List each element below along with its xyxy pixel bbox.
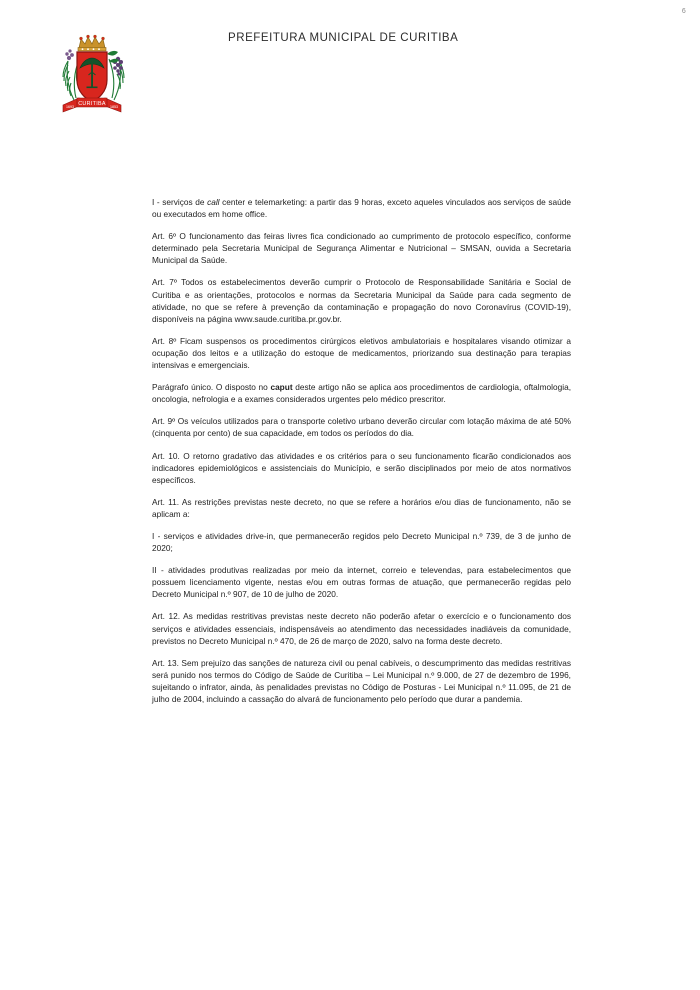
svg-text:1853: 1853 [110, 105, 118, 109]
text-run: caput [270, 382, 293, 393]
paragraph-art-13 [152, 657, 571, 705]
text-run: Art. 6º O funcionamento das feiras livres fica condicionado ao cumprimento de protocolo específico, conforme determinado pela Secretaria Municipal de Segurança Alimentar e Nutricional – SMSAN, ouvida a Secretaria Municipal da Saúde. [152, 231, 571, 266]
paragraph-art-6 [152, 230, 571, 266]
text-run: Art. 10. O retorno gradativo das atividades e os critérios para o seu funcionamento ficarão condicionados aos indicadores epidemiológicos e assistenciais do Município, e serão disciplinados por meio de atos normativos específicos. [152, 450, 571, 485]
text-run: center e telemarketing: a partir das 9 horas, exceto aqueles vinculados aos serviços de saúde ou executados em home office. [152, 197, 571, 220]
page-number: 6 [681, 8, 686, 15]
document-header [0, 22, 700, 114]
page-title: PREFEITURA MUNICIPAL DE CURITIBA [228, 32, 459, 44]
text-run: Art. 8º Ficam suspensos os procedimentos cirúrgicos eletivos ambulatoriais e hospitalares visando otimizar a ocupação dos leitos e a utilização do estoque de medicamentos, priorizando sua destinação para terapias intensivas e emergenciais. [152, 335, 571, 371]
paragraph-art-9 [152, 415, 571, 439]
text-run: I - serviços e atividades drive-in, que permanecerão regidos pelo Decreto Municipal n.º 739, de 3 de junho de 2020; [152, 530, 571, 554]
paragraph-art-11 [152, 496, 571, 520]
text-run: Art. 7º Todos os estabelecimentos deverão cumprir o Protocolo de Responsabilidade Sanitária e Social de Curitiba e as orientações, protocolos e normas da Secretaria Municipal da Saúde para cada segmento de atividade, no que se refere à prevenção da contaminação e propagação do novo Coronavírus (COVID-19), disponíveis na página www.saude.curitiba.pr.gov.br. [152, 277, 571, 324]
paragraph-art-10 [152, 450, 571, 486]
text-run: Art. 11. As restrições previstas neste decreto, no que se refere a horários e/ou dias de funcionamento, não se aplicam a: [152, 496, 571, 519]
text-run: II - atividades produtivas realizadas por meio da internet, correio e televendas, para estabelecimentos que possuem licenciamento vigente, nestas e/ou em outras formas de atuação, que permanecerão regidas pelo Decreto Municipal n.º 907, de 10 de julho de 2020. [152, 565, 571, 600]
paragraph-inciso-i-call-center [152, 196, 571, 220]
document-body [152, 196, 571, 705]
paragraph-art-8-paragrafo-unico [152, 381, 571, 405]
text-run: call [207, 197, 220, 207]
text-run: Art. 13. Sem prejuízo das sanções de natureza civil ou penal cabíveis, o descumprimento das medidas restritivas será punido nos termos do Código de Saúde de Curitiba – Lei Municipal n.º 9.000, de 27 de dezembro de 1996, sujeitando o infrator, ainda, às penalidades previstas no Código de Posturas - Lei Municipal n.º 11.095, de 21 de julho de 2004, incluindo a cassação do alvará de funcionamento pelo período que durar a pandemia. [152, 657, 571, 704]
paragraph-art-11-inciso-i [152, 530, 571, 554]
paragraph-art-11-inciso-ii [152, 564, 571, 600]
svg-text:1693: 1693 [66, 105, 74, 109]
paragraph-art-7 [152, 276, 571, 324]
text-run: Parágrafo único. O disposto no [152, 382, 271, 393]
paragraph-art-12 [152, 610, 571, 646]
curitiba-coat-of-arms-icon [57, 28, 131, 118]
svg-text:CURITIBA: CURITIBA [78, 101, 106, 107]
text-run: Art. 9º Os veículos utilizados para o transporte coletivo urbano deverão circular com lotação máxima de até 50% (cinquenta por cento) de sua capacidade, em todos os períodos do dia. [152, 416, 571, 439]
paragraph-art-8 [152, 335, 571, 371]
text-run: Art. 12. As medidas restritivas previstas neste decreto não poderão afetar o exercício e o funcionamento dos serviços e atividades essenciais, indispensáveis ao atendimento das necessidades inadiáveis da comunidade, previstos no Decreto Municipal n.º 470, de 26 de março de 2020, salvo na forma deste decreto. [152, 611, 571, 646]
text-run: I - serviços de [152, 197, 208, 207]
text-run: deste artigo não se aplica aos procedimentos de cardiologia, oftalmologia, oncologia, nefrologia e a exames considerados urgentes pelo médico prescritor. [152, 382, 572, 405]
